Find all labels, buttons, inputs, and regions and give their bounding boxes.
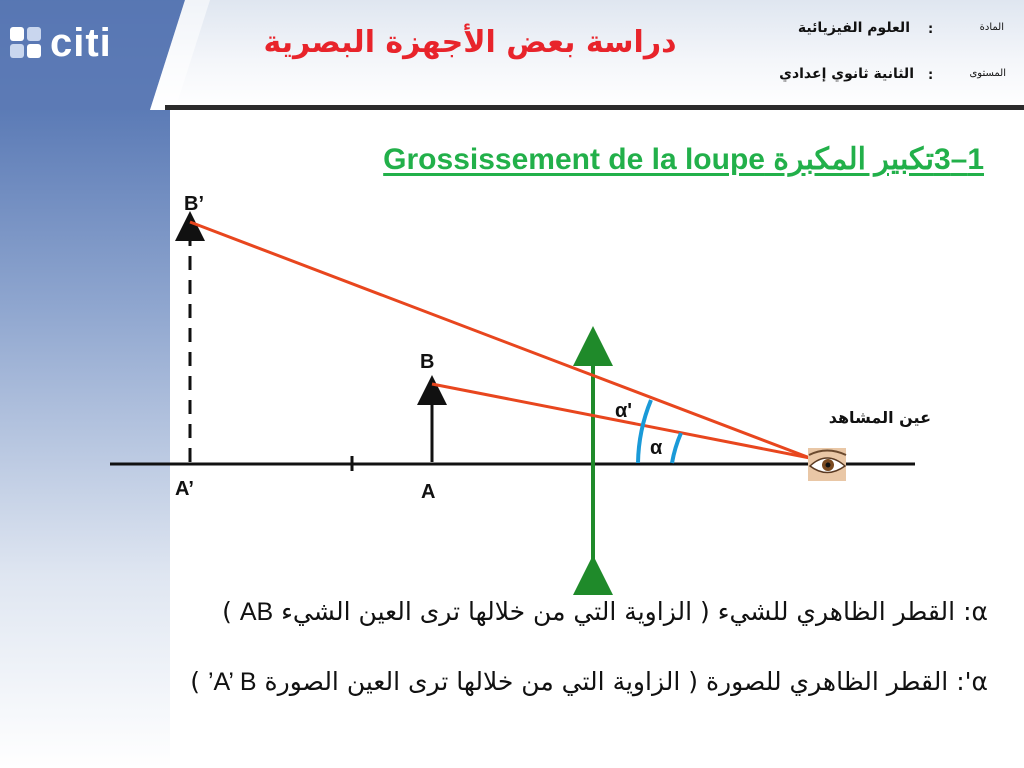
label-b: B — [420, 351, 435, 373]
definition-alpha-prime-object: A’ B’ — [207, 668, 257, 696]
definition-alpha-prime — [190, 667, 988, 697]
definition-alpha-text: القطر الظاهري للشيء ( الزاوية التي من خلالها ترى العين الشيء — [281, 597, 956, 626]
section-heading: 1–3تكبير المكبرة Grossissement de la loupe — [383, 143, 984, 176]
definition-alpha-prime-symbol: α': — [956, 667, 988, 696]
level-value: الثانية ثانوي إعدادي — [779, 66, 914, 82]
definition-alpha-object: AB — [239, 598, 274, 626]
definition-alpha-prime-text: القطر الظاهري للصورة ( الزاوية التي من خلالها ترى العين الصورة — [264, 667, 949, 696]
subject-value: العلوم الفيزيائية — [797, 20, 910, 36]
eye-icon — [808, 448, 846, 481]
subject-label: المادة — [979, 22, 1004, 33]
definition-alpha-prime-close: ) — [190, 667, 200, 696]
label-a: A — [421, 481, 436, 503]
level-label: المستوى — [969, 68, 1006, 79]
subject-separator: : — [928, 22, 934, 37]
definition-alpha — [222, 597, 988, 627]
ray-to-image — [190, 222, 810, 458]
level-separator: : — [928, 68, 934, 83]
angle-alpha-arc — [672, 433, 681, 463]
definition-alpha-close: ) — [222, 597, 232, 626]
label-b-image: B’ — [184, 193, 204, 215]
definition-alpha-symbol: α: — [963, 597, 988, 626]
label-observer-eye: عين المشاهد — [828, 408, 931, 427]
slide-title: دراسة بعض الأجهزة البصرية — [263, 25, 677, 60]
label-alpha: α — [650, 437, 663, 459]
label-a-image: A’ — [175, 478, 194, 500]
label-alpha-prime: α' — [615, 400, 633, 422]
logo-text: citi — [50, 20, 112, 65]
